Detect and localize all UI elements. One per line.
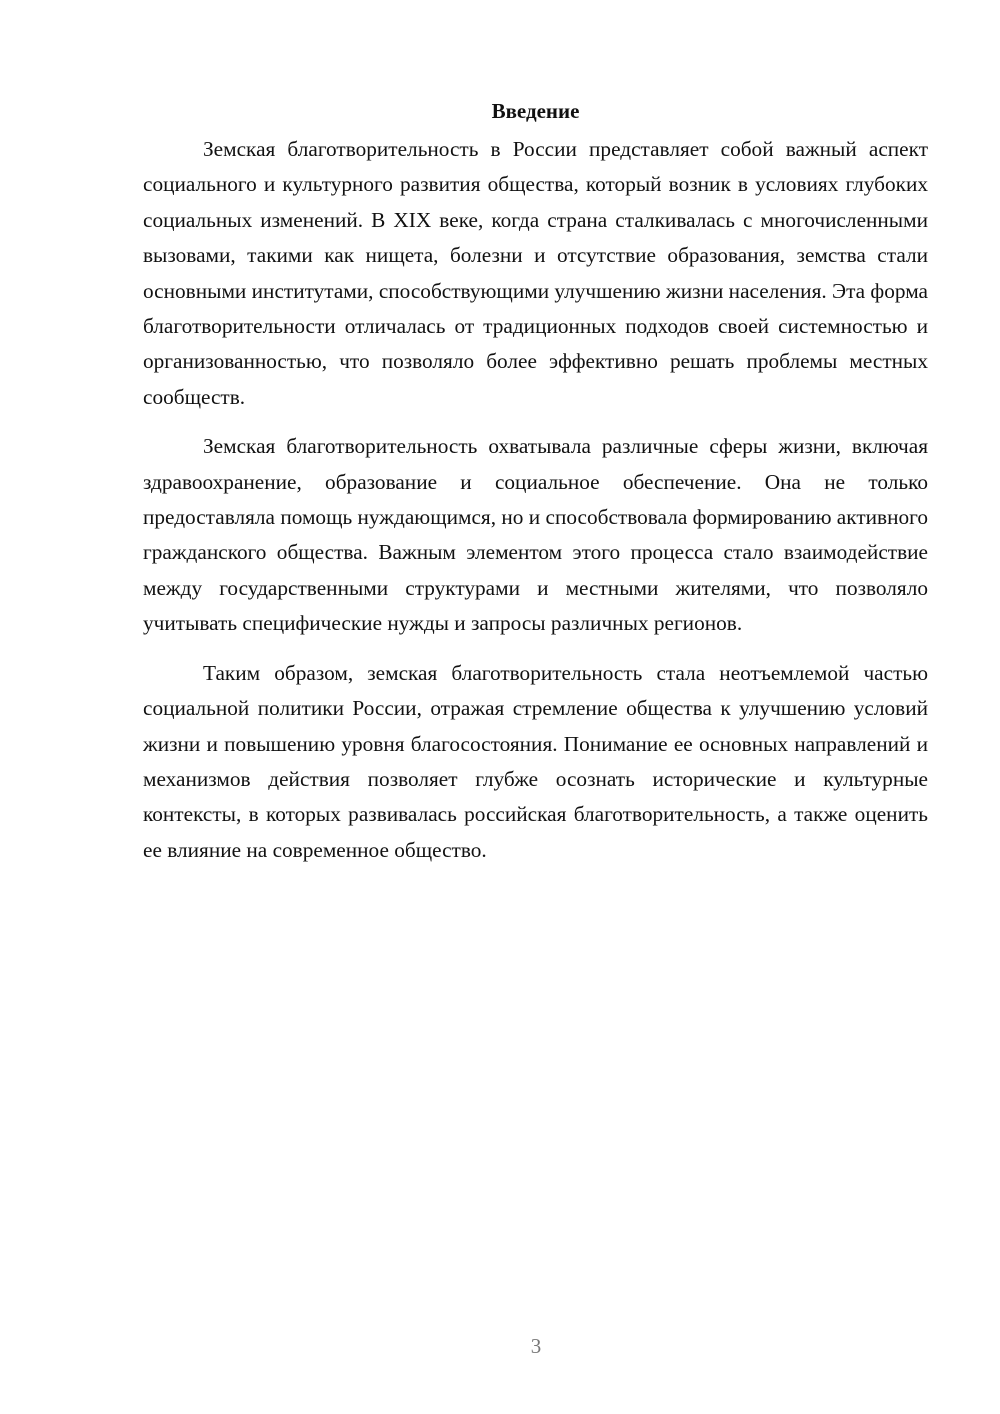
page-content (143, 92, 928, 868)
paragraph-3: Таким образом, земская благотворительность стала неотъемлемой частью социальной политики России, отражая стремление общества к улучшению условий жизни и повышению уровня благосостояния. Понимание ее основных направлений и механизмов действия позволяет глубже осознать исторические и культурные контексты, в которых развивалась российская благотворительность, а также оценить ее влияние на современное общество. (143, 660, 928, 862)
page-number: 3 (530, 1334, 542, 1358)
section-title: Введение (491, 99, 580, 123)
paragraph-1: Земская благотворительность в России представляет собой важный аспект социального и культурного развития общества, который возник в условиях глубоких социальных изменений. В XIX веке, когда страна сталкивалась с многочисленными вызовами, такими как нищета, болезни и отсутствие образования, земства стали основными институтами, способствующими улучшению жизни населения. Эта форма благотворительности отличалась от традиционных подходов своей системностью и организованностью, что позволяло более эффективно решать проблемы местных сообществ. (143, 137, 928, 409)
paragraph-2: Земская благотворительность охватывала различные сферы жизни, включая здравоохранение, образование и социальное обеспечение. Она не только предоставляла помощь нуждающимся, но и способствовала формированию активного гражданского общества. Важным элементом этого процесса стало взаимодействие между государственными структурами и местными жителями, что позволяло учитывать специфические нужды и запросы различных регионов. (143, 434, 928, 636)
